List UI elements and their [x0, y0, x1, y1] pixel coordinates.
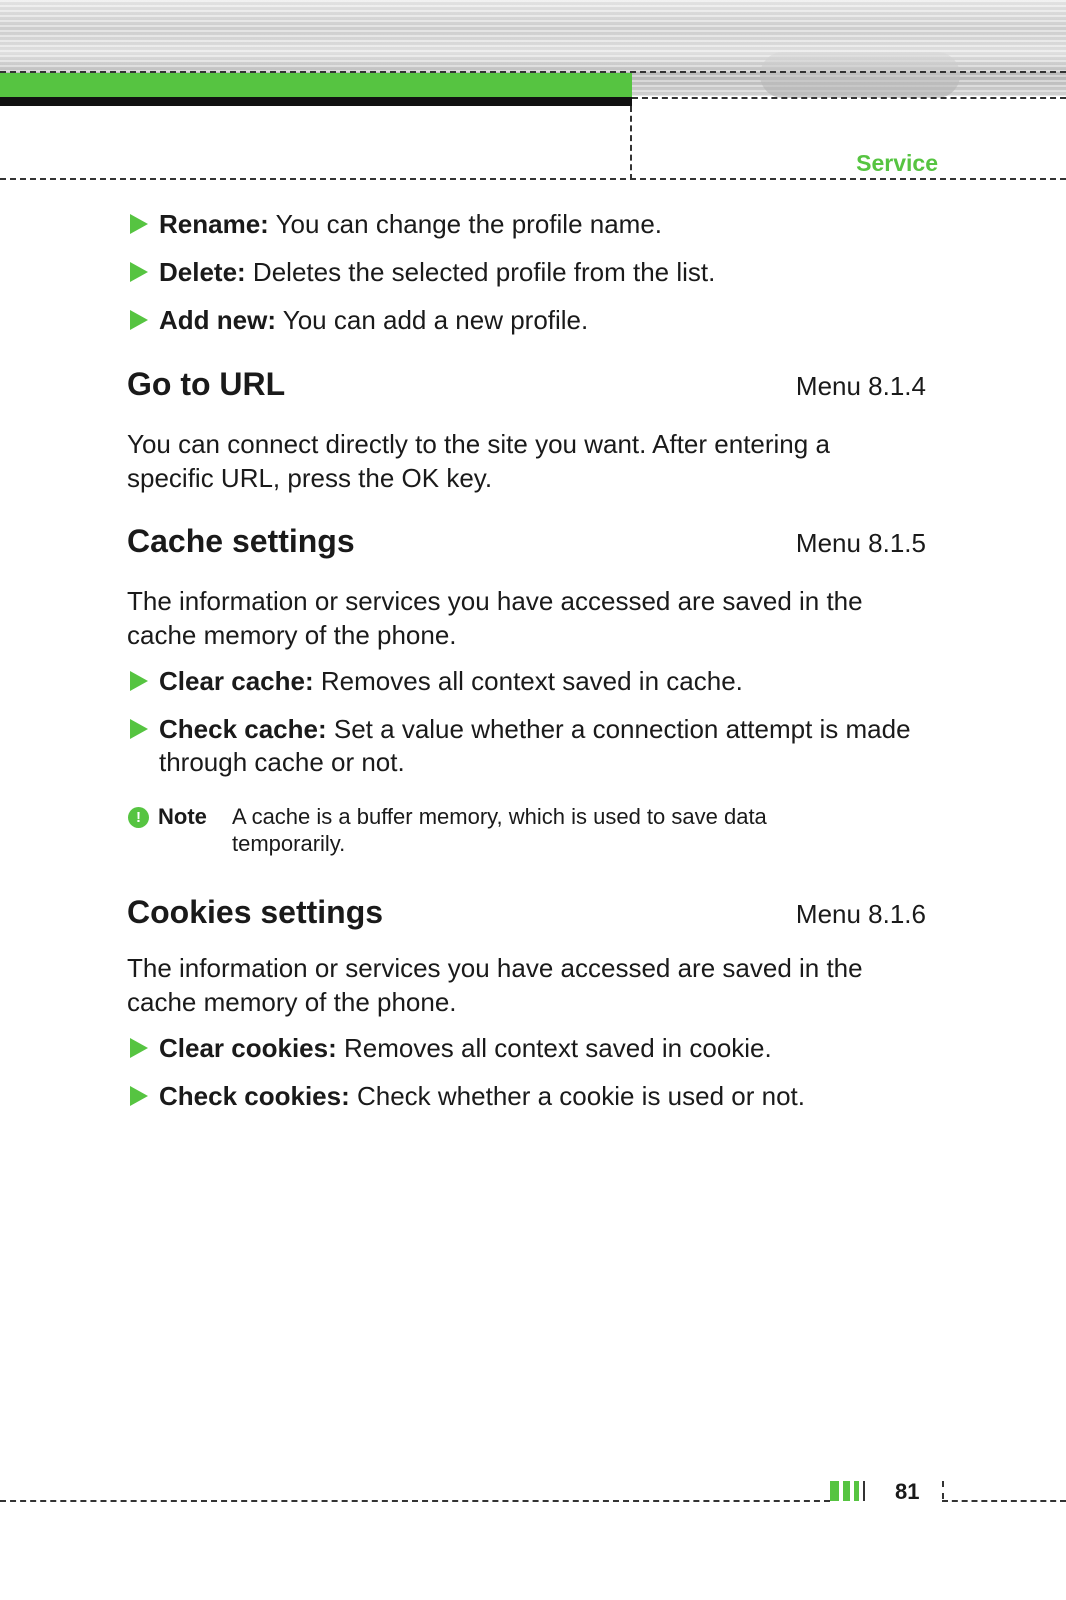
bullet-text: You can change the profile name.	[268, 209, 663, 239]
header-dashed-line-top	[0, 71, 1066, 73]
header-accent-bar	[0, 73, 632, 97]
bullet-text: You can add a new profile.	[276, 305, 589, 335]
heading-cache-settings: Cache settings	[127, 523, 355, 559]
bullet-text: Removes all context saved in cookie.	[336, 1033, 772, 1063]
heading-go-to-url: Go to URL	[127, 366, 286, 402]
list-item-clear-cache	[130, 665, 919, 698]
menu-ref-cache-settings: Menu 8.1.5	[795, 528, 926, 558]
list-item-rename	[130, 208, 919, 241]
header-dashed-divider	[630, 106, 632, 180]
bullet-text: Set a value whether a connection attempt is made through cache or not.	[159, 714, 911, 777]
arrow-icon	[130, 310, 148, 330]
bullet-text: Removes all context saved in cache.	[313, 666, 743, 696]
arrow-icon	[130, 262, 148, 282]
list-item-check-cache	[130, 713, 919, 779]
bullet-term: Delete:	[159, 257, 246, 287]
header-dashed-line-bottom	[0, 178, 1066, 180]
arrow-icon	[130, 671, 148, 691]
note-text: A cache is a buffer memory, which is used to save data temporarily.	[232, 804, 767, 856]
section-label: Service	[856, 150, 938, 176]
bullet-term: Check cookies:	[159, 1081, 350, 1111]
bullet-text: Check whether a cookie is used or not.	[349, 1081, 805, 1111]
menu-ref-cookies-settings: Menu 8.1.6	[795, 899, 926, 929]
footer-tick	[942, 1481, 944, 1499]
bullet-term: Check cache:	[159, 714, 327, 744]
bullet-term: Rename:	[159, 209, 269, 239]
exclamation-icon: !	[128, 807, 149, 828]
note-label: Note	[158, 804, 207, 829]
footer-dashed-line-right	[942, 1500, 1066, 1502]
paragraph-go-to-url: You can connect directly to the site you want. After entering a specific URL, press the OK key.	[127, 429, 830, 493]
footer-dashed-line-left	[0, 1500, 830, 1502]
heading-cookies-settings: Cookies settings	[127, 894, 384, 930]
menu-ref-go-to-url: Menu 8.1.4	[795, 371, 926, 401]
arrow-icon	[130, 719, 148, 739]
bullet-term: Add new:	[159, 305, 276, 335]
header-rule	[0, 97, 632, 106]
list-item-delete	[130, 256, 919, 289]
page-number: 81	[895, 1479, 920, 1504]
bullet-text: Deletes the selected profile from the list.	[245, 257, 716, 287]
paragraph-cache-settings: The information or services you have accessed are saved in the cache memory of the phone.	[127, 586, 863, 650]
list-item-check-cookies	[130, 1080, 919, 1113]
phone-image	[760, 52, 960, 98]
bullet-term: Clear cache:	[159, 666, 314, 696]
list-item-clear-cookies	[130, 1032, 919, 1065]
arrow-icon	[130, 1038, 148, 1058]
arrow-icon	[130, 1086, 148, 1106]
list-item-add-new	[130, 304, 919, 337]
bullet-term: Clear cookies:	[159, 1033, 337, 1063]
arrow-icon	[130, 214, 148, 234]
paragraph-cookies-settings: The information or services you have accessed are saved in the cache memory of the phone.	[127, 953, 863, 1017]
header-dashed-line-mid	[632, 97, 1066, 99]
